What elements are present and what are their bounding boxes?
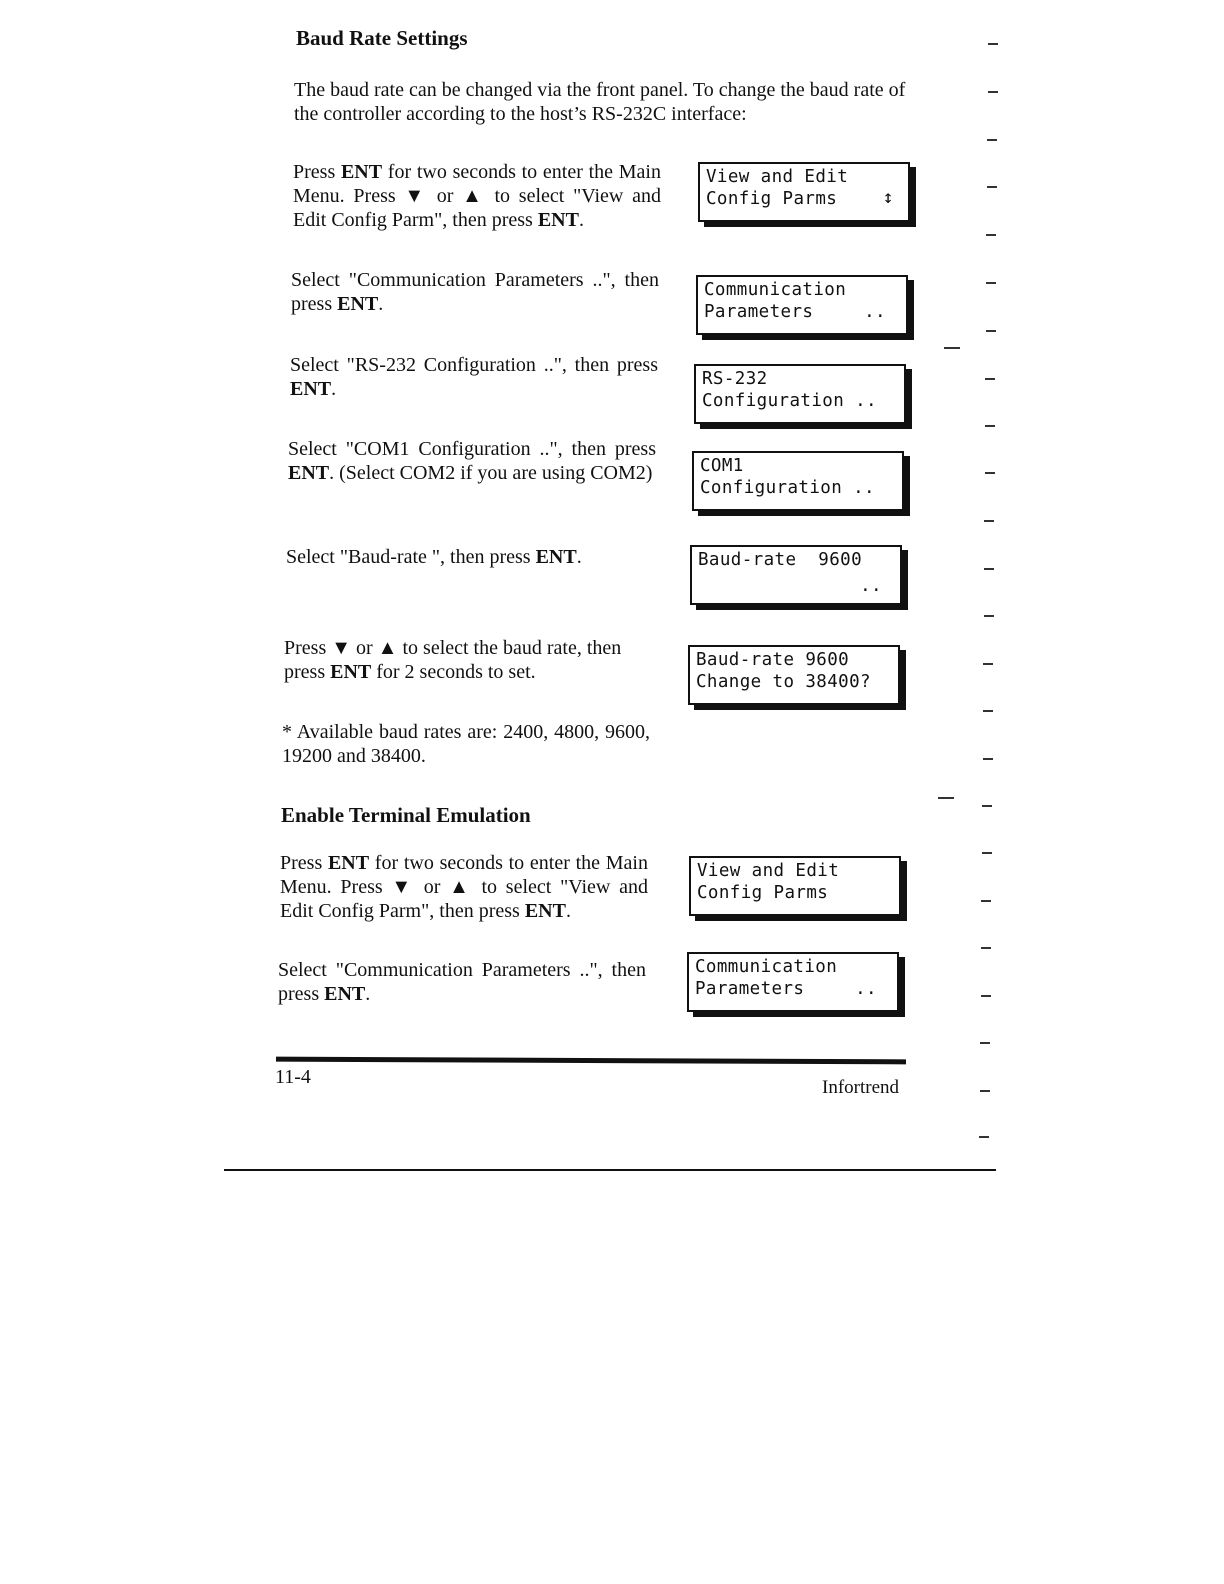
lcd-line-2: Configuration .. xyxy=(700,478,875,498)
lcd-display-baud-rate xyxy=(690,545,902,605)
step-text: . xyxy=(331,378,337,400)
lcd-line-1: View and Edit xyxy=(697,861,840,881)
lcd-line-1: RS-232 xyxy=(702,369,768,389)
step-3-text xyxy=(290,353,658,401)
key-ent: ENT xyxy=(327,852,370,874)
lcd-line-2: Config Parms xyxy=(706,189,838,209)
margin-tick xyxy=(985,425,995,427)
step-text: . xyxy=(378,293,384,315)
step-text: . xyxy=(578,209,584,231)
key-ent: ENT xyxy=(537,209,579,231)
step-4-text xyxy=(288,437,656,485)
up-down-arrow-icon: ↕ xyxy=(882,187,894,208)
key-ent: ENT xyxy=(337,293,379,315)
page-bottom-rule xyxy=(224,1169,996,1171)
key-ent: ENT xyxy=(290,378,332,400)
more-indicator: .. xyxy=(864,302,886,322)
margin-tick xyxy=(984,520,994,522)
lcd-line-2: Configuration .. xyxy=(702,391,877,411)
key-ent: ENT xyxy=(288,462,330,484)
footer-brand: Infortrend xyxy=(822,1077,900,1098)
step-text: Press ▼ or ▲ to select the baud rate, then press xyxy=(284,637,622,683)
margin-tick xyxy=(983,758,993,760)
margin-tick xyxy=(982,852,992,854)
section-heading-baud-rate: Baud Rate Settings xyxy=(296,26,468,50)
lcd-display-communication-2 xyxy=(687,952,899,1012)
margin-tick xyxy=(980,1042,990,1044)
margin-tick xyxy=(987,186,997,188)
margin-tick xyxy=(982,805,992,807)
footer-rule xyxy=(276,1057,906,1065)
more-indicator: .. xyxy=(860,576,882,596)
step-text: Select "Communication Parameters ..", then press xyxy=(278,959,646,1005)
step-text: Press xyxy=(280,852,328,874)
lcd-display-view-edit xyxy=(698,162,910,222)
lcd-line-2: Config Parms xyxy=(697,883,829,903)
lcd-line-2: Change to 38400? xyxy=(696,672,871,692)
margin-tick xyxy=(984,568,994,570)
lcd-display-view-edit-2 xyxy=(689,856,901,916)
lcd-display-rs232 xyxy=(694,364,906,424)
step-text: Select "RS-232 Configuration ..", then press xyxy=(290,354,658,376)
step-text: Select "COM1 Configuration ..", then press xyxy=(288,438,656,460)
lcd-display-baud-change xyxy=(688,645,900,705)
margin-tick xyxy=(986,330,996,332)
lcd-display-com1 xyxy=(692,451,904,511)
lcd-line-1: Baud-rate 9600 xyxy=(698,550,863,570)
margin-tick xyxy=(944,347,960,349)
step-text: Select "Baud-rate ", then press xyxy=(286,546,536,568)
margin-tick xyxy=(938,797,954,799)
margin-tick xyxy=(981,900,991,902)
key-ent: ENT xyxy=(524,900,566,922)
step-6-text xyxy=(284,636,654,684)
margin-tick xyxy=(987,139,997,141)
step-text: . xyxy=(576,546,582,568)
step-text: for two seconds to enter the Main Menu. Press ▼ or ▲ to select "View and Edit Config Parm", then press xyxy=(293,161,661,231)
step-text: for two seconds to enter the Main Menu. Press ▼ or ▲ to select "View and Edit Config Parm", then press xyxy=(280,852,648,922)
step-text: . xyxy=(365,983,371,1005)
step-text: for 2 seconds to set. xyxy=(371,661,536,683)
margin-tick xyxy=(985,472,995,474)
step-text: . (Select COM2 if you are using COM2) xyxy=(329,462,653,484)
margin-tick xyxy=(983,710,993,712)
margin-tick xyxy=(985,378,995,380)
margin-tick xyxy=(988,91,998,93)
margin-tick xyxy=(980,1090,990,1092)
step-text: Press xyxy=(293,161,341,183)
intro-paragraph: The baud rate can be changed via the front panel. To change the baud rate of the controller according to the host’s RS-232C interface: xyxy=(294,79,906,125)
section2-step-1-text xyxy=(280,851,648,923)
margin-tick xyxy=(979,1136,989,1138)
step-text: . xyxy=(565,900,571,922)
step-text: Select "Communication Parameters ..", then press xyxy=(291,269,659,315)
key-ent: ENT xyxy=(324,983,366,1005)
baud-rates-note: * Available baud rates are: 2400, 4800, 9600, 19200 and 38400. xyxy=(282,721,650,767)
margin-tick xyxy=(981,947,991,949)
key-ent: ENT xyxy=(535,546,577,568)
key-ent: ENT xyxy=(330,661,372,683)
margin-tick xyxy=(986,234,996,236)
lcd-line-1: Communication xyxy=(695,957,838,977)
more-indicator: .. xyxy=(855,979,877,999)
margin-tick xyxy=(981,995,991,997)
margin-tick xyxy=(986,282,996,284)
section-heading-terminal-emulation: Enable Terminal Emulation xyxy=(281,803,531,827)
step-5-text xyxy=(286,545,654,569)
lcd-line-1: View and Edit xyxy=(706,167,849,187)
lcd-line-1: Communication xyxy=(704,280,847,300)
margin-tick xyxy=(988,43,998,45)
step-1-text xyxy=(293,160,661,232)
lcd-line-1: Baud-rate 9600 xyxy=(696,650,850,670)
lcd-line-2: Parameters xyxy=(704,302,814,322)
key-ent: ENT xyxy=(340,161,383,183)
step-2-text xyxy=(291,268,659,316)
page-number: 11-4 xyxy=(275,1066,311,1088)
lcd-display-communication xyxy=(696,275,908,335)
lcd-line-2: Parameters xyxy=(695,979,805,999)
margin-tick xyxy=(983,663,993,665)
margin-tick xyxy=(984,615,994,617)
section2-step-2-text xyxy=(278,958,646,1006)
lcd-line-1: COM1 xyxy=(700,456,744,476)
